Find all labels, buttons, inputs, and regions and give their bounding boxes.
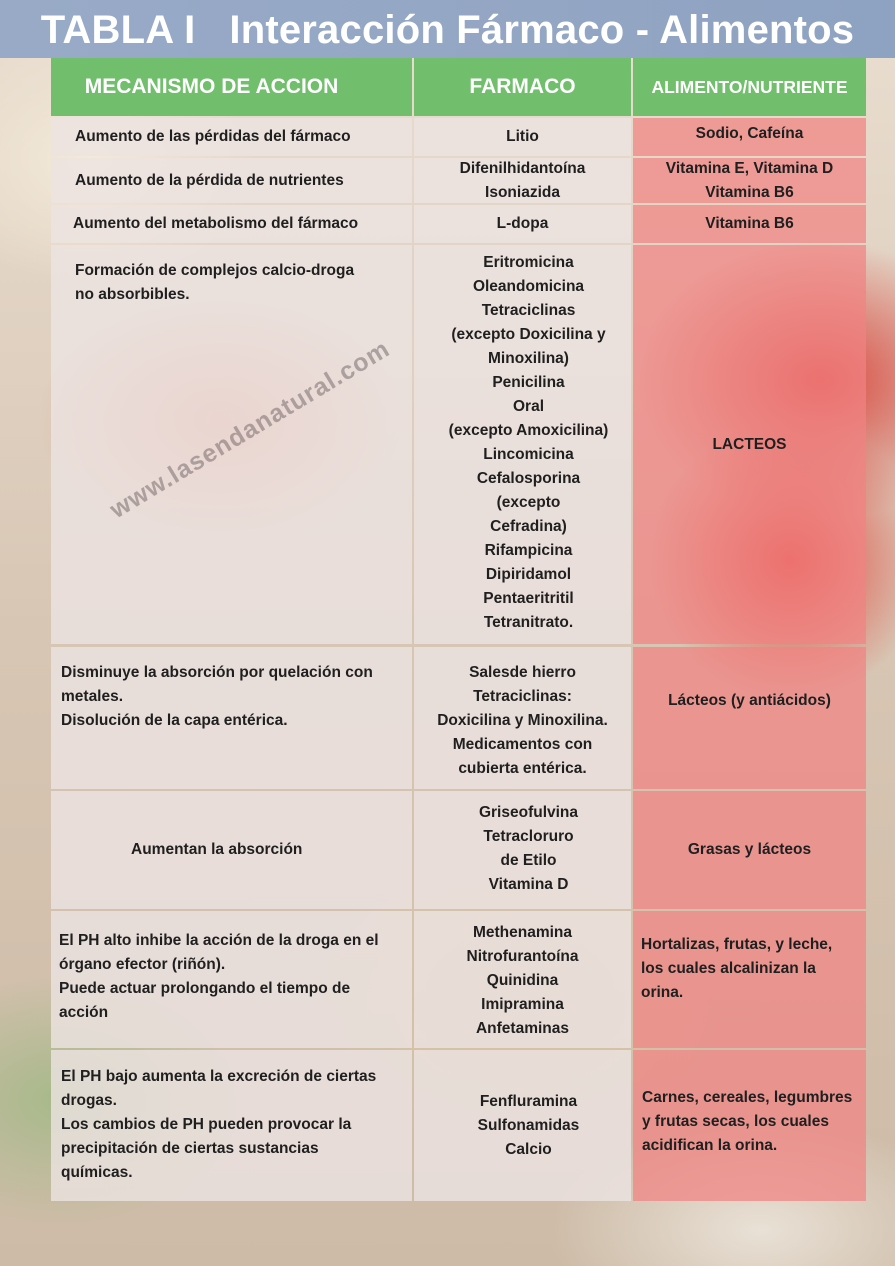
- text-line: Rifampicina: [484, 542, 573, 559]
- row-7-farmaco: [414, 911, 631, 1048]
- text-line: precipitación de ciertas sustancias: [61, 1140, 319, 1157]
- text-line: Methenamina: [472, 924, 573, 941]
- text-line: Vitamina D: [488, 876, 569, 893]
- row-3-farmaco: [414, 205, 631, 243]
- text-line: Carnes, cereales, legumbres: [642, 1089, 853, 1106]
- text-line: Vitamina E, Vitamina D: [665, 159, 834, 177]
- row-8-farmaco: [414, 1050, 631, 1201]
- text-line: Grasas y lácteos: [687, 841, 812, 858]
- text-line: órgano efector (riñón).: [59, 956, 226, 973]
- text-line: los cuales alcalinizan la: [641, 960, 816, 977]
- row-2-alimento: [633, 158, 866, 203]
- text-line: Eritromicina: [483, 254, 574, 271]
- text-line: Aumentan la absorción: [131, 841, 303, 858]
- text-line: Sodio, Cafeína: [695, 125, 804, 142]
- text-line: Aumento de las pérdidas del fármaco: [75, 128, 351, 145]
- text-line: drogas.: [61, 1092, 117, 1109]
- text-line: Tetraciclinas: [481, 302, 576, 319]
- text-line: Quinidina: [486, 972, 559, 989]
- text-line: acción: [59, 1004, 109, 1021]
- text-line: (excepto Amoxicilina): [448, 422, 609, 439]
- text-line: Litio: [506, 128, 539, 145]
- text-line: Doxicilina y Minoxilina.: [437, 712, 608, 729]
- text-line: (excepto: [496, 494, 561, 511]
- row-3-alimento: [633, 205, 866, 243]
- row-5-alimento: [633, 647, 866, 789]
- text-line: Disminuye la absorción por quelación con: [61, 664, 373, 681]
- text-line: Imipramina: [481, 996, 564, 1013]
- text-line: cubierta entérica.: [458, 760, 587, 777]
- text-line: El PH bajo aumenta la excreción de ciertas: [61, 1068, 377, 1085]
- text-line: Lincomicina: [483, 446, 574, 463]
- text-line: Cefalosporina: [476, 470, 581, 487]
- header-alimento: ALIMENTO/NUTRIENTE: [633, 58, 866, 116]
- row-7-alimento: [633, 911, 866, 1048]
- row-6-mecanismo: [51, 791, 412, 909]
- text-line: LACTEOS: [712, 435, 787, 453]
- row-3-mecanismo: [51, 205, 412, 243]
- row-6-alimento: [633, 791, 866, 909]
- row-1-alimento: [633, 118, 866, 156]
- text-line: L-dopa: [496, 215, 549, 232]
- text-line: Medicamentos con: [452, 736, 593, 753]
- text-line: Los cambios de PH pueden provocar la: [61, 1116, 352, 1133]
- row-8-alimento: [633, 1050, 866, 1201]
- text-line: metales.: [61, 688, 124, 705]
- text-line: Dipiridamol: [485, 566, 572, 583]
- text-line: Oral: [512, 398, 544, 415]
- text-line: Aumento de la pérdida de nutrientes: [75, 171, 344, 189]
- text-line: Lácteos (y antiácidos): [668, 692, 831, 709]
- text-line: Isoniazida: [485, 183, 560, 201]
- text-line: de Etilo: [500, 852, 557, 869]
- row-6-farmaco: [414, 791, 631, 909]
- text-line: (excepto Doxicilina y: [451, 326, 606, 343]
- row-7-mecanismo: [51, 911, 412, 1048]
- watermark-text: www.lasendanatural.com: [105, 334, 395, 525]
- text-line: Difenilhidantoína: [459, 159, 586, 177]
- text-line: y frutas secas, los cuales: [642, 1113, 829, 1130]
- header-mecanismo: MECANISMO DE ACCION: [51, 58, 412, 116]
- text-line: Nitrofurantoína: [466, 948, 579, 965]
- text-line: Penicilina: [492, 374, 565, 391]
- text-line: Tetracloruro: [483, 828, 574, 845]
- row-2-farmaco: [414, 158, 631, 203]
- row-5-mecanismo: [51, 647, 412, 789]
- text-line: Tetranitrato.: [483, 614, 574, 631]
- text-line: Calcio: [505, 1140, 552, 1158]
- text-line: Griseofulvina: [478, 804, 579, 821]
- row-8-mecanismo: [51, 1050, 412, 1201]
- text-line: químicas.: [61, 1164, 133, 1181]
- row-5-farmaco: [414, 647, 631, 789]
- text-line: Salesde hierro: [469, 664, 576, 681]
- text-line: Hortalizas, frutas, y leche,: [641, 936, 833, 953]
- header-farmaco: FARMACO: [414, 58, 631, 116]
- text-line: orina.: [641, 984, 684, 1001]
- text-line: Minoxilina): [488, 350, 569, 367]
- text-line: Cefradina): [490, 518, 567, 535]
- text-line: Tetraciclinas:: [473, 688, 572, 705]
- text-line: Sulfonamidas: [477, 1116, 580, 1134]
- text-line: Fenfluramina: [479, 1092, 578, 1110]
- text-line: Puede actuar prolongando el tiempo de: [59, 980, 351, 997]
- text-line: Aumento del metabolismo del fármaco: [73, 215, 359, 232]
- text-line: El PH alto inhibe la acción de la droga en el: [59, 932, 379, 949]
- row-2-mecanismo: [51, 158, 412, 203]
- row-1-mecanismo: [51, 118, 412, 156]
- text-line: Vitamina B6: [705, 215, 794, 232]
- row-4-alimento: [633, 245, 866, 644]
- row-1-farmaco: [414, 118, 631, 156]
- text-line: Disolución de la capa entérica.: [61, 712, 288, 729]
- text-line: Pentaeritritil: [483, 590, 574, 607]
- page-title: TABLA I Interacción Fármaco - Alimentos: [40, 8, 855, 52]
- text-line: Formación de complejos calcio-droga: [75, 262, 355, 279]
- text-line: no absorbibles.: [75, 286, 190, 303]
- text-line: Oleandomicina: [472, 278, 585, 295]
- text-line: acidifican la orina.: [642, 1137, 778, 1154]
- text-line: Anfetaminas: [475, 1020, 570, 1037]
- text-line: Vitamina B6: [705, 183, 794, 201]
